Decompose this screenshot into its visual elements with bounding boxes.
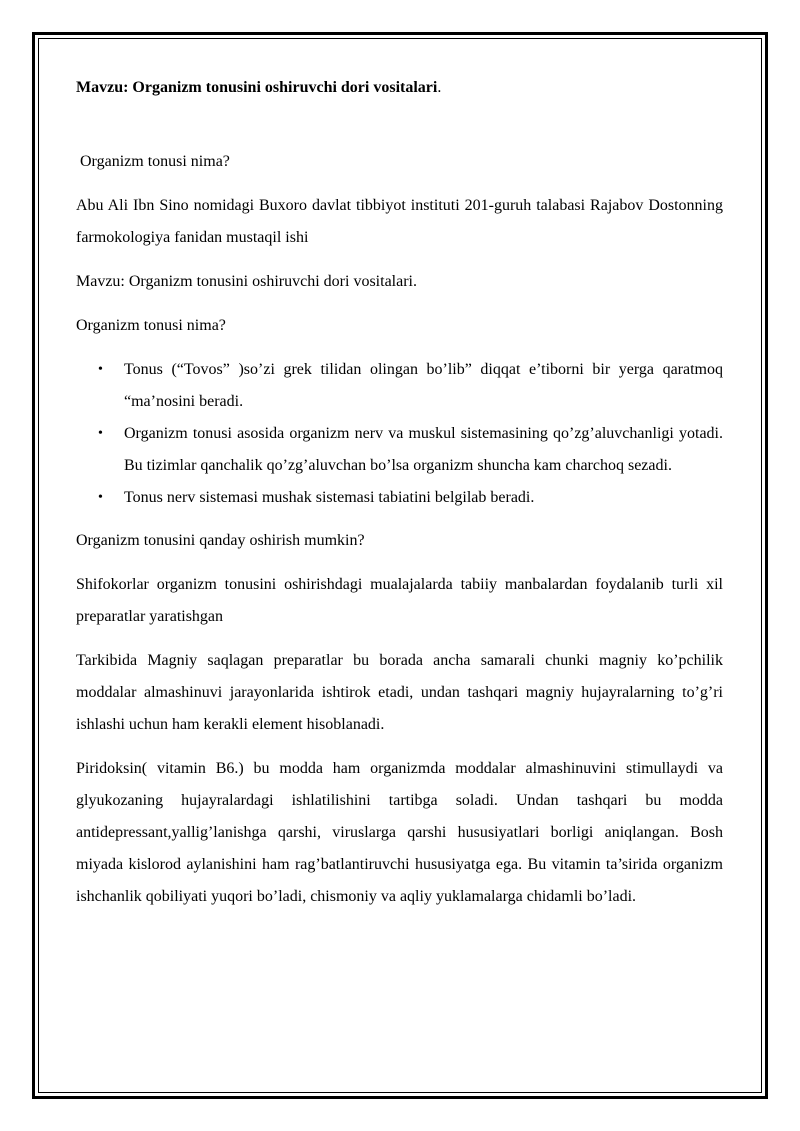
paragraph: Tarkibida Magniy saqlagan preparatlar bu borada ancha samarali chunki magniy ko’pchilik moddalar almashinuvi jarayonlarida ishtirok etadi, undan tashqari magniy hujayralarning to’g’ri ishlashi uchun ham kerakli element hisoblanadi. xyxy=(76,652,723,733)
question-heading-1: Organizm tonusi nima? xyxy=(76,153,230,170)
list-item xyxy=(76,418,723,482)
title-period: . xyxy=(437,79,442,96)
bullet-icon: • xyxy=(98,362,103,377)
bullet-list xyxy=(76,354,723,514)
list-item xyxy=(76,354,723,418)
document-body xyxy=(76,74,723,925)
question-heading-3: Organizm tonusini qanday oshirish mumkin? xyxy=(76,532,365,549)
question-heading-2: Organizm tonusi nima? xyxy=(76,317,226,334)
list-item-text: Tonus (“Tovos” )so’zi grek tilidan olingan bo’lib” diqqat e’tiborni bir yerga qaratmoq “ma’nosini beradi. xyxy=(124,361,723,410)
topic-line: Mavzu: Organizm tonusini oshiruvchi dori vositalari. xyxy=(76,273,417,290)
paragraph: Piridoksin( vitamin B6.) bu modda ham organizmda moddalar almashinuvini stimullaydi va glyukozaning hujayralardagi ishlatilishini tartibga soladi. Undan tashqari bu modda antidepressant,yallig’lanishga qarshi, viruslarga qarshi hususiyatlari borligi aniqlangan. Bosh miyada kislorod aylanishini ham rag’batlantiruvchi hususiyatga ega. Bu vitamin ta’sirida organizm ishchanlik qobiliyati yuqori bo’ladi, chismoniy va aqliy yuklamalarga chidamli bo’ladi. xyxy=(76,760,723,905)
paragraph: Shifokorlar organizm tonusini oshirishdagi mualajalarda tabiiy manbalardan foydalanib turli xil preparatlar yaratishgan xyxy=(76,576,723,625)
list-item xyxy=(76,482,723,514)
bullet-icon: • xyxy=(98,426,103,441)
intro-paragraph: Abu Ali Ibn Sino nomidagi Buxoro davlat tibbiyot instituti 201-guruh talabasi Rajabov Dostonning farmokologiya fanidan mustaqil ishi xyxy=(76,197,723,246)
document-title xyxy=(76,74,723,102)
title-text: Mavzu: Organizm tonusini oshiruvchi dori vositalari xyxy=(76,79,438,96)
list-item-text: Tonus nerv sistemasi mushak sistemasi tabiatini belgilab beradi. xyxy=(124,489,535,506)
list-item-text: Organizm tonusi asosida organizm nerv va muskul sistemasining qo’zg’aluvchanligi yotadi. Bu tizimlar qanchalik qo’zg’aluvchan bo’lsa organizm shuncha kam charchoq sezadi. xyxy=(124,425,723,474)
bullet-icon: • xyxy=(98,490,103,505)
